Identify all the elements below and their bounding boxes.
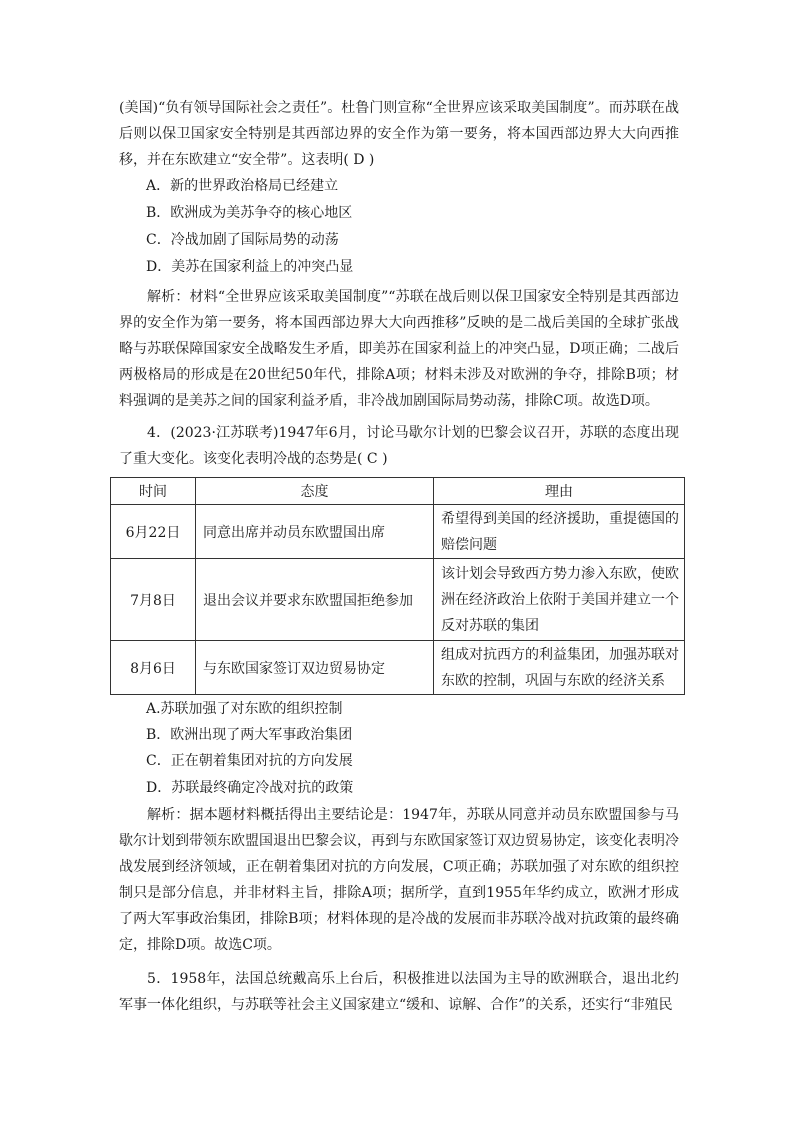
q3-option-a: A．新的世界政治格局已经建立 xyxy=(146,178,339,194)
table-row xyxy=(111,641,685,695)
q4-option-c: C．正在朝着集团对抗的方向发展 xyxy=(146,753,353,769)
table-cell-time: 6月22日 xyxy=(111,505,196,559)
table-cell-reason: 组成对抗西方的利益集团，加强苏联对东欧的控制，巩固与东欧的经济关系 xyxy=(434,641,685,695)
table-row xyxy=(111,505,685,559)
q4-analysis: 解析：据本题材料概括得出主要结论是：1947年，苏联从同意并动员东欧盟国参与马歇尔计划到带领东欧盟国退出巴黎会议，再到与东欧国家签订双边贸易协定，该变化表明冷战发展到经济领域，正在朝着集团对抗的方向发展，C项正确；苏联加强了对东欧的组织控制只是部分信息，并非材料主旨，排除A项；据所学，直到1955年华约成立，欧洲才形成了两大军事政治集团，排除B项；材料体现的是冷战的发展而非苏联冷战对抗政策的最终确定，排除D项。故选C项。 xyxy=(119,807,679,953)
table-header-row xyxy=(111,478,685,505)
q3-stem: (美国)“负有领导国际社会之责任”。杜鲁门则宣称“全世界应该采取美国制度”。而苏联在战后则以保卫国家安全特别是其西部边界的安全作为第一要务，将本国西部边界大大向西推移，并在东欧建立“安全带”。这表明( D ) xyxy=(119,100,679,168)
table-row xyxy=(111,559,685,641)
table-header-time: 时间 xyxy=(111,478,196,505)
q5-stem: 5．1958年，法国总统戴高乐上台后，积极推进以法国为主导的欧洲联合，退出北约军事一体化组织，与苏联等社会主义国家建立“缓和、谅解、合作”的关系，还实行“非殖民 xyxy=(119,971,679,1013)
table-cell-time: 7月8日 xyxy=(111,559,196,641)
table-cell-time: 8月6日 xyxy=(111,641,196,695)
attitude-table xyxy=(110,477,685,695)
q3-option-d: D．美苏在国家利益上的冲突凸显 xyxy=(146,259,354,275)
table-cell-reason: 该计划会导致西方势力渗入东欧，使欧洲在经济政治上依附于美国并建立一个反对苏联的集团 xyxy=(434,559,685,641)
q4-stem: 4．(2023·江苏联考)1947年6月，讨论马歇尔计划的巴黎会议召开，苏联的态度出现了重大变化。该变化表明冷战的态势是( C ) xyxy=(119,425,679,467)
table-cell-attitude: 与东欧国家签订双边贸易协定 xyxy=(196,641,434,695)
q4-option-b: B．欧洲出现了两大军事政治集团 xyxy=(146,727,353,743)
q3-analysis: 解析：材料“全世界应该采取美国制度”“苏联在战后则以保卫国家安全特别是其西部边界的安全作为第一要务，将本国西部边界大大向西推移”反映的是二战后美国的全球扩张战略与苏联保障国家安全战略发生矛盾，即美苏在国家利益上的冲突凸显，D项正确；二战后两极格局的形成是在20世纪50年代，排除A项；材料未涉及对欧洲的争夺，排除B项；材料强调的是美苏之间的国家利益矛盾，非冷战加剧国际局势动荡，排除C项。故选D项。 xyxy=(119,289,679,409)
table-header-reason: 理由 xyxy=(434,478,685,505)
table-cell-attitude: 退出会议并要求东欧盟国拒绝参加 xyxy=(196,559,434,641)
table-header-attitude: 态度 xyxy=(196,478,434,505)
q3-option-c: C．冷战加剧了国际局势的动荡 xyxy=(146,232,339,248)
q3-option-b: B．欧洲成为美苏争夺的核心地区 xyxy=(146,205,353,221)
q4-option-d: D．苏联最终确定冷战对抗的政策 xyxy=(146,780,354,796)
table-cell-reason: 希望得到美国的经济援助，重提德国的赔偿问题 xyxy=(434,505,685,559)
q4-option-a: A.苏联加强了对东欧的组织控制 xyxy=(146,701,343,717)
table-cell-attitude: 同意出席并动员东欧盟国出席 xyxy=(196,505,434,559)
